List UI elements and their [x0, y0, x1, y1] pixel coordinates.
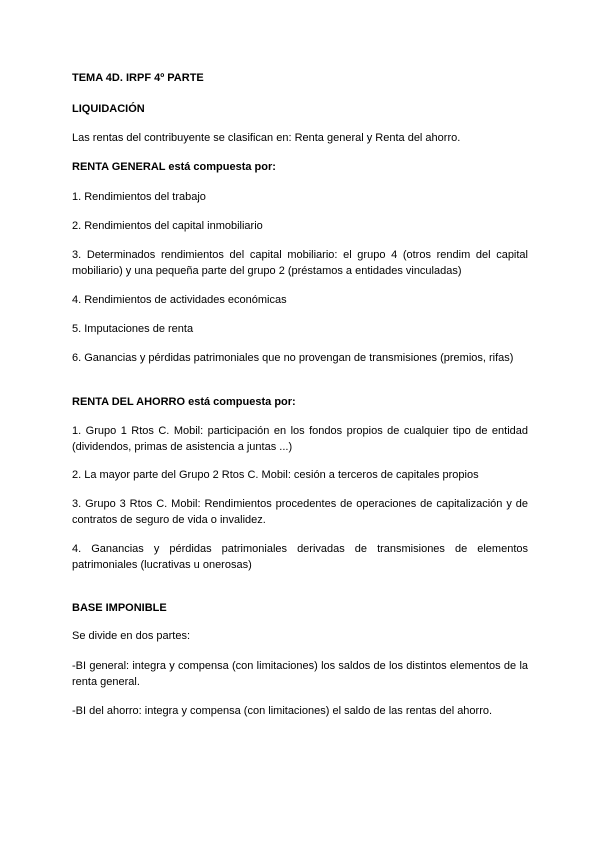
base-imponible-item: -BI del ahorro: integra y compensa (con limitaciones) el saldo de las rentas del ahorro.	[72, 705, 493, 717]
base-imponible-item: -BI general: integra y compensa (con limitaciones) los saldos de los distintos elementos de la renta general.	[72, 660, 528, 688]
base-imponible-intro: Se divide en dos partes:	[72, 630, 191, 642]
renta-general-item: 6. Ganancias y pérdidas patrimoniales que no provengan de transmisiones (premios, rifas)	[72, 352, 514, 364]
renta-general-item: 2. Rendimientos del capital inmobiliario	[72, 220, 263, 232]
renta-general-item: 3. Determinados rendimientos del capital mobiliario: el grupo 4 (otros rendim del capital mobiliario) y una pequeña parte del grupo 2 (préstamos a entidades vinculadas)	[72, 249, 528, 277]
section-heading-renta-ahorro: RENTA DEL AHORRO está compuesta por:	[72, 396, 296, 408]
renta-ahorro-item: 1. Grupo 1 Rtos C. Mobil: participación en los fondos propios de cualquier tipo de entidad (dividendos, primas de asistencia a juntas ...)	[72, 425, 528, 453]
renta-ahorro-item: 2. La mayor parte del Grupo 2 Rtos C. Mobil: cesión a terceros de capitales propios	[72, 469, 479, 481]
renta-general-item: 5. Imputaciones de renta	[72, 323, 194, 335]
renta-ahorro-item: 4. Ganancias y pérdidas patrimoniales derivadas de transmisiones de elementos patrimoniales (lucrativas u onerosas)	[72, 543, 528, 571]
section-heading-liquidacion: LIQUIDACIÓN	[72, 103, 145, 115]
renta-general-item: 1. Rendimientos del trabajo	[72, 191, 206, 203]
section-heading-base-imponible: BASE IMPONIBLE	[72, 602, 167, 614]
renta-general-item: 4. Rendimientos de actividades económicas	[72, 294, 287, 306]
document-title: TEMA 4D. IRPF 4º PARTE	[72, 72, 204, 84]
intro-paragraph: Las rentas del contribuyente se clasifican en: Renta general y Renta del ahorro.	[72, 132, 461, 144]
section-heading-renta-general: RENTA GENERAL está compuesta por:	[72, 161, 276, 173]
renta-ahorro-item: 3. Grupo 3 Rtos C. Mobil: Rendimientos procedentes de operaciones de capitalización y de contratos de seguro de vida o invalidez.	[72, 498, 528, 526]
